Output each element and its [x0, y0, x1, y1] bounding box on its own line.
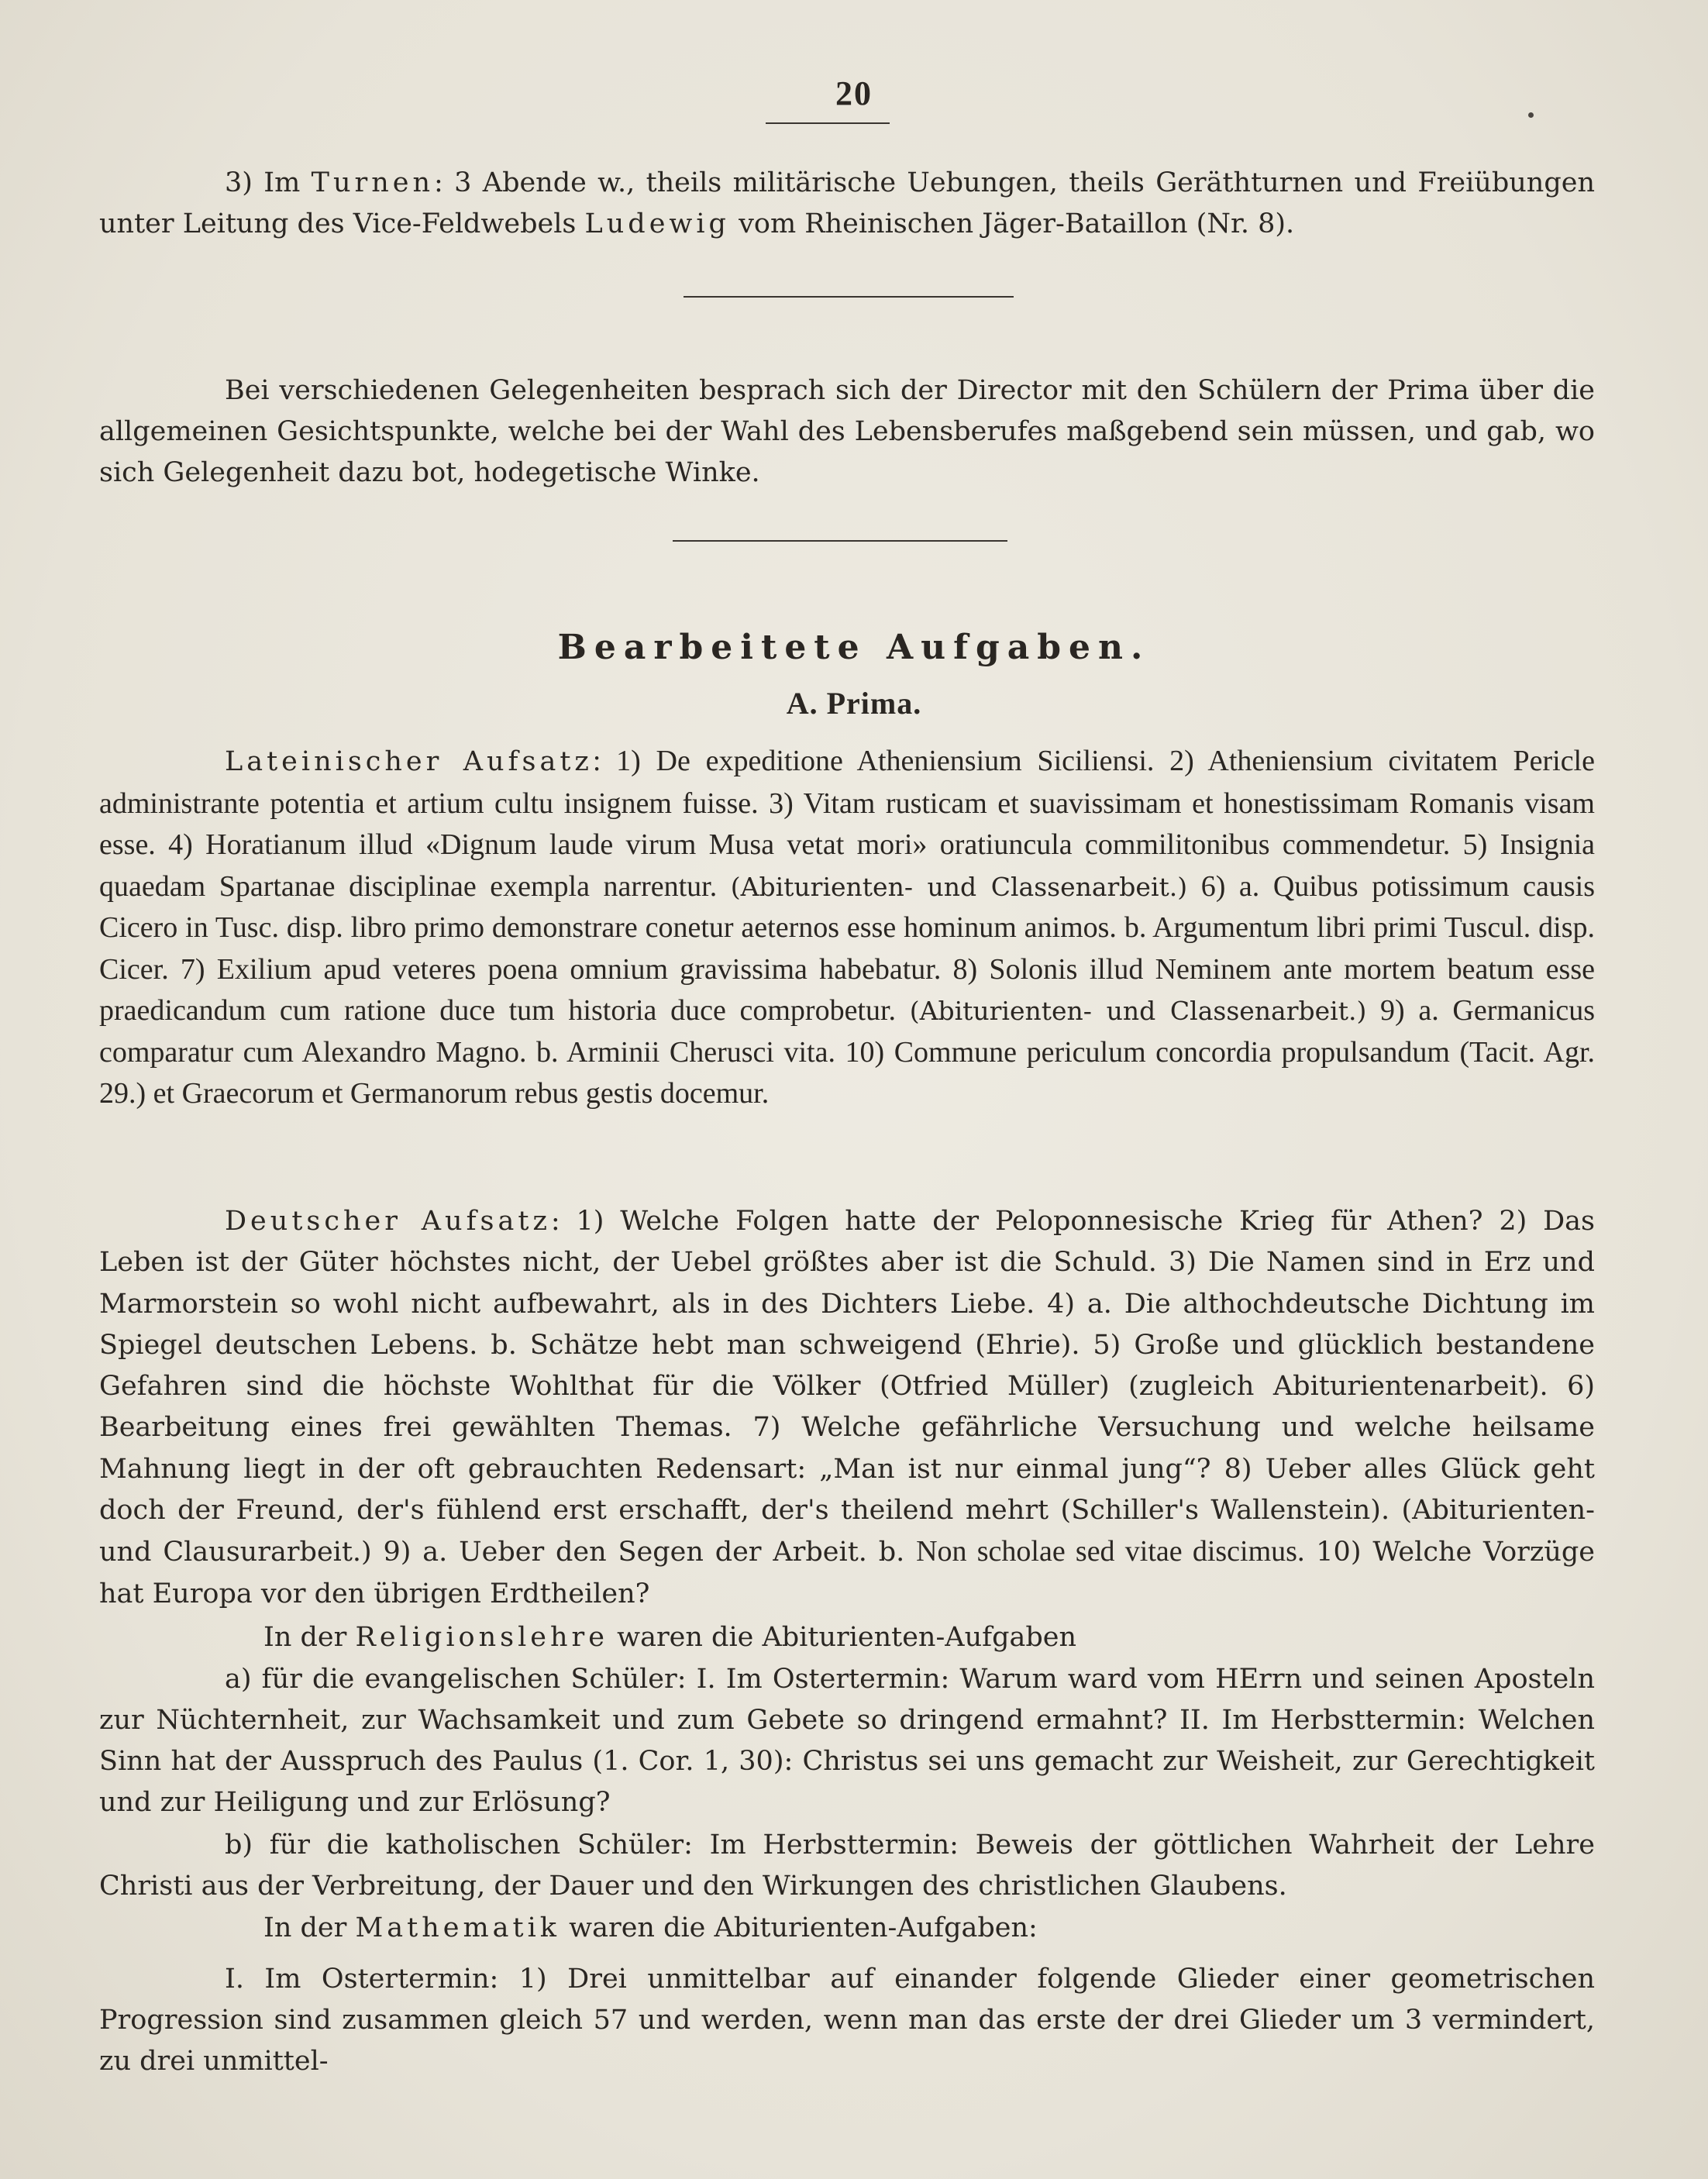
math-term: Mathematik [355, 1912, 561, 1943]
paragraph-math-easter: I. Im Ostertermin: 1) Drei unmittelbar auf einander folgende Glieder einer geometrischen Progression sind zusammen gleich 57 und werden, wenn man das erste der drei Glieder um 3 vermindert, zu drei unmittel- [99, 1964, 1595, 2077]
turnen-lead: 3) Im [225, 167, 312, 198]
math-rest: waren die Abiturienten-Aufgaben: [560, 1912, 1038, 1943]
paragraph-religion-catholic: b) für die katholischen Schüler: Im Herbsttermin: Beweis der göttlichen Wahrheit der Lehre Christi aus der Verbreitung, der Dauer und den Wirkungen des christlichen Glaubens. [99, 1830, 1595, 1902]
latin-essay-text-1: : 1) De expeditione Atheniensium Siciliensi. 2) Atheniensium civitatem Pericle administrante potentia et artium cultu insignem fuisse. 3) Vitam rusticam et suavissimam et honestissimam Romanis visam esse. 4) Horatianum illud «Dignum laude virum Musa vetat mori» oratiuncula commilitonibus commendetur. 5) Insignia quaedam Spartanae disciplinae exempla narrentur. [99, 745, 1595, 903]
religion-rest: waren die Abiturienten-Aufgaben [608, 1622, 1077, 1653]
turnen-term: Turnen [311, 167, 435, 198]
ink-speck [1528, 112, 1534, 118]
turnen-name: Ludewig [584, 208, 730, 239]
paragraph-director: Bei verschiedenen Gelegenheiten besprach sich der Director mit den Schülern der Prima über die allgemeinen Gesichtspunkte, welche bei der Wahl des Lebensberufes maßgebend sein müssen, und gab, wo sich Gelegenheit dazu bot, hodegetische Winke. [99, 375, 1595, 488]
turnen-tail: vom Rheinischen Jäger-Bataillon (Nr. 8). [729, 208, 1295, 239]
religion-lead: In der [263, 1622, 356, 1653]
page-number-underline [766, 122, 890, 124]
section-title: Bearbeitete Aufgaben. [557, 628, 1151, 667]
paragraph-turnen [99, 163, 1595, 245]
latin-essay-text-2: 6) a. Quibus potissimum causis Cicero in Tusc. disp. libro primo demonstrare conetur aeternos esse hominum animos. b. Argumentum libri primi Tuscul. disp. Cicer. 7) Exilium apud veteres poena omnium gravissima habebatur. 8) Solonis illud Neminem ante mortem beatum esse praedicandum cum ratione duce tum historia duce comprobetur. [99, 869, 1595, 1027]
german-essay-label: Deutscher Aufsatz [225, 1206, 551, 1237]
latin-essay-note-1: (Abiturienten- und Classenarbeit.) [730, 871, 1188, 902]
paragraph-math-intro [99, 1908, 1595, 1949]
german-essay-latin-quote: Non scholae sed vitae discimus. [916, 1535, 1305, 1568]
turnen-rest: : 3 Abende w., theils militärische Uebungen, theils Geräthturnen und Freiübungen unter Leitung des Vice-Feldwebels [99, 167, 1595, 239]
subsection-title: A. Prima. [786, 686, 922, 721]
german-essay-text-1: : 1) Welche Folgen hatte der Peloponnesische Krieg für Athen? 2) Das Leben ist der Güter höchstes nicht, der Uebel größtes aber ist die Schuld. 3) Die Namen sind in Erz und Marmorstein so wohl nicht aufbewahrt, als in des Dichters Liebe. 4) a. Die althochdeutsche Dichtung im Spiegel deutschen Lebens. b. Schätze hebt man schweigend (Ehrie). 5) Große und glücklich bestandene Gefahren sind die höchste Wohlthat für die Völker (Otfried Müller) (zugleich Abiturientenarbeit). 6) Bearbeitung eines frei gewählten Themas. 7) Welche gefährliche Versuchung und welche heilsame Mahnung liegt in der oft gebrauchten Redensart: „Man ist nur einmal jung“? 8) Ueber alles Glück geht doch der Freund, der's fühlend erst erschafft, der's theilend mehrt (Schiller's Wallenstein). (Abiturienten- und Clausurarbeit.) 9) a. Ueber den Segen der Arbeit. b. [99, 1206, 1595, 1568]
math-lead: In der [263, 1912, 356, 1943]
separator-rule [673, 540, 1007, 542]
german-essay-text-2: 10) Welche Vorzüge hat Europa vor den übrigen Erdtheilen? [99, 1537, 1596, 1609]
latin-essay-text-3: 9) a. Germanicus comparatur cum Alexandro Magno. b. Arminii Cherusci vita. 10) Commune periculum concordia propulsandum (Tacit. Agr. 29.) et Graecorum et Germanorum rebus gestis docemur. [99, 994, 1595, 1110]
paragraph-religion-intro [99, 1617, 1595, 1658]
paragraph-latin-essay [99, 741, 1595, 1115]
latin-essay-label: Lateinischer Aufsatz [225, 746, 593, 777]
paragraph-religion-evangelical: a) für die evangelischen Schüler: I. Im Ostertermin: Warum ward vom HErrn und seinen Aposteln zur Nüchternheit, zur Wachsamkeit und zum Gebete so dringend ermahnt? II. Im Herbsttermin: Welchen Sinn hat der Ausspruch des Paulus (1. Cor. 1, 30): Christus sei uns gemacht zur Weisheit, zur Gerechtigkeit und zur Heiligung und zur Erlösung? [99, 1664, 1595, 1818]
page-number: 20 [835, 74, 873, 112]
religion-term: Religionslehre [355, 1622, 608, 1653]
latin-essay-note-2: (Abiturienten- und Classenarbeit.) [909, 996, 1367, 1026]
separator-rule [684, 296, 1014, 298]
paragraph-german-essay [99, 1201, 1595, 1615]
